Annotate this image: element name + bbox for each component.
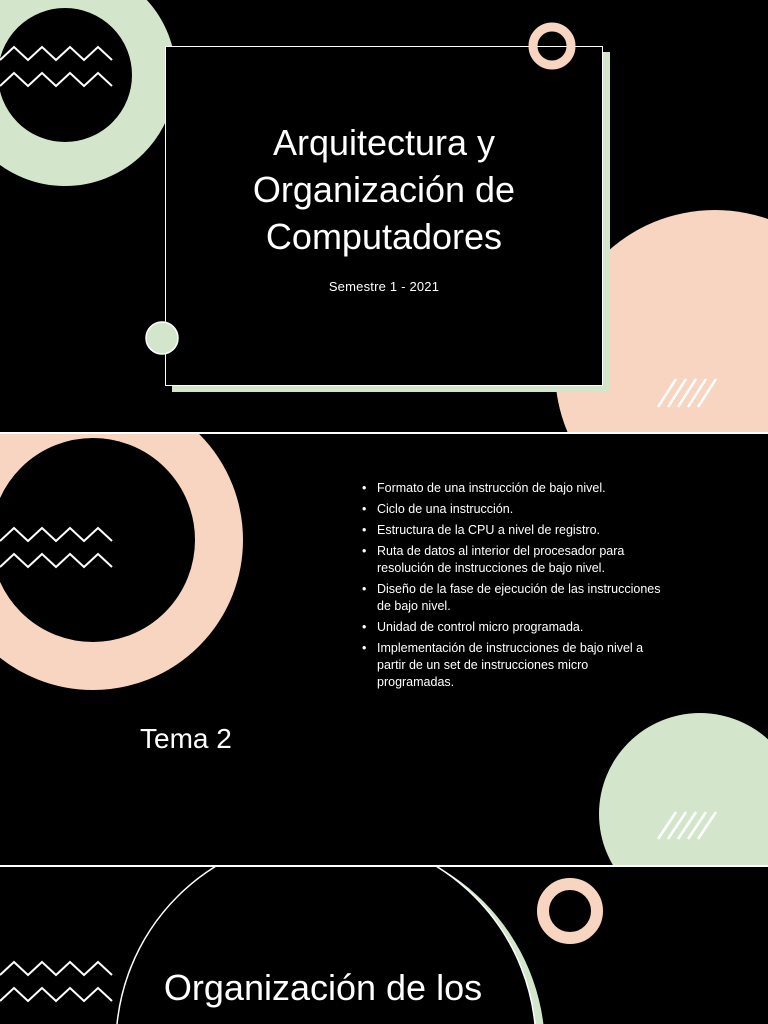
mint-circle-decoration bbox=[599, 713, 768, 865]
list-item: • Formato de una instrucción de bajo nivel. bbox=[362, 480, 662, 497]
zigzag-icon bbox=[0, 528, 112, 541]
slide-2 bbox=[0, 434, 768, 865]
ring-icon bbox=[543, 884, 597, 938]
topic-list bbox=[362, 480, 662, 695]
list-item: • Implementación de instrucciones de bajo nivel a partir de un set de instrucciones micro programadas. bbox=[362, 640, 662, 691]
slide-1 bbox=[0, 0, 768, 432]
slide-3-title: Organización de los bbox=[163, 967, 483, 1008]
zigzag-icon bbox=[0, 73, 112, 86]
list-item: • Unidad de control micro programada. bbox=[362, 619, 662, 636]
title-box bbox=[165, 46, 603, 386]
zigzag-icon bbox=[0, 47, 112, 60]
presentation-subtitle: Semestre 1 - 2021 bbox=[328, 279, 440, 294]
zigzag-icon bbox=[0, 554, 112, 567]
peach-ring-decoration bbox=[0, 434, 219, 666]
title-line-2: Organización de bbox=[252, 169, 516, 210]
presentation-title bbox=[166, 119, 602, 260]
list-item: • Estructura de la CPU a nivel de registro. bbox=[362, 522, 662, 539]
list-item: • Ciclo de una instrucción. bbox=[362, 501, 662, 518]
slide-3 bbox=[0, 867, 768, 1024]
list-item: • Diseño de la fase de ejecución de las instrucciones de bajo nivel. bbox=[362, 581, 662, 615]
title-line-3: Computadores bbox=[265, 216, 503, 257]
list-item: • Ruta de datos al interior del procesador para resolución de instrucciones de bajo nivel. bbox=[362, 543, 662, 577]
title-line-1: Arquitectura y bbox=[272, 122, 496, 163]
section-heading: Tema 2 bbox=[140, 723, 232, 754]
